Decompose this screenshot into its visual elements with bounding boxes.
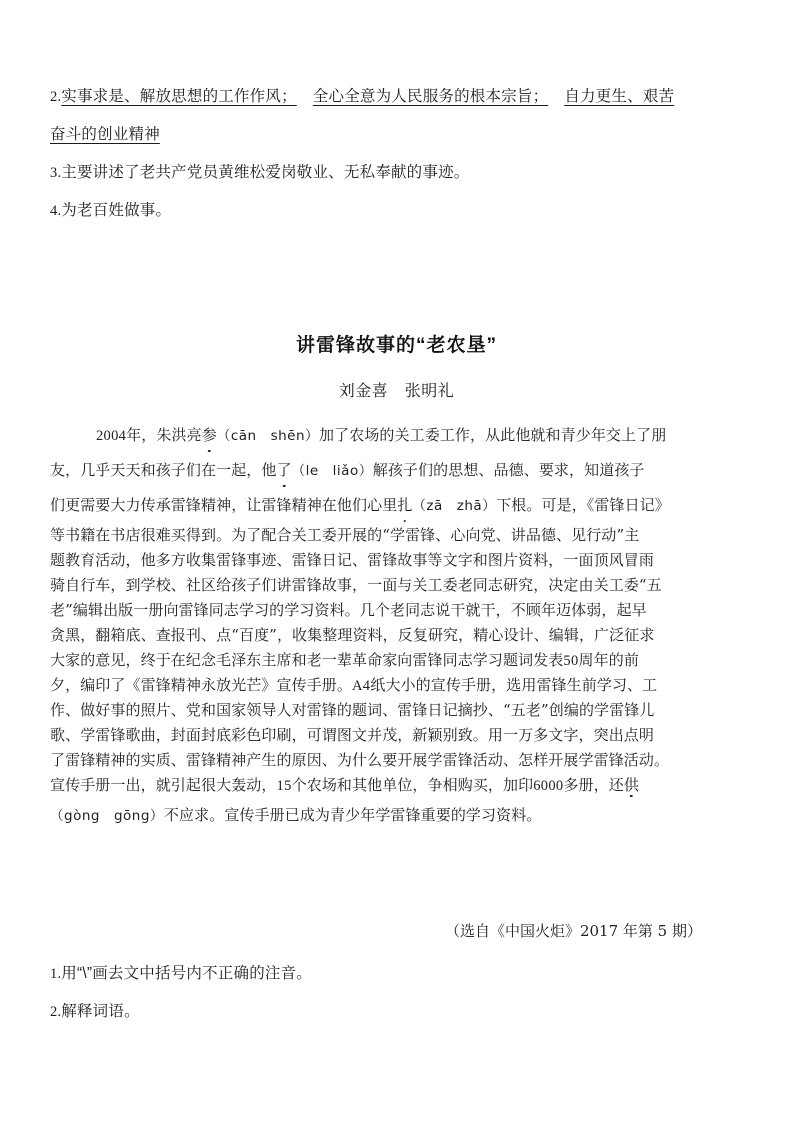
- body-line-10-b: 纸大小的宣传手册，选用雷锋生前学习、工: [370, 676, 658, 694]
- emphasis-dot-le: 了: [277, 453, 292, 488]
- emphasis-dot-gong: 供: [624, 773, 639, 798]
- body-line-8: 贪黑，翻箱底、查报刊、点“百度”，收集整理资料，反复研究，精心设计、编辑，广泛征求: [50, 626, 655, 644]
- answer-item-3-text: 主要讲述了老共产党员黄维松爱岗敬业、无私奉献的事迹。: [61, 164, 470, 181]
- question-item-1: [50, 955, 740, 993]
- question-item-1-number: 1.: [50, 966, 62, 982]
- pinyin-can-shen: （cān shēn）: [216, 428, 320, 444]
- answer-item-4: [50, 192, 740, 230]
- answer-item-2-segment-2: 全心全意为人民服务的根本宗旨；: [312, 88, 549, 105]
- body-line-6: 骑自行车，到学校、社区给孩子们讲雷锋故事，一面与关工委老同志研究，决定由关工委“五: [50, 576, 662, 594]
- article-body: [50, 418, 740, 833]
- body-line-14: [50, 773, 740, 798]
- article-source: （选自《中国火炬》2017 年第 5 期）: [444, 922, 702, 940]
- body-line-14-a: 宣传手册一出，就引起很大轰动，: [50, 776, 277, 794]
- question-item-2: [50, 993, 740, 1031]
- body-paper-size: A4: [352, 678, 371, 694]
- body-year: 2004: [96, 428, 127, 444]
- body-line-1-a: 年，朱洪亮: [126, 426, 202, 444]
- body-line-10: [50, 673, 740, 698]
- body-farm-count: 15: [276, 778, 292, 794]
- answer-item-2-segment-3: 自力更生、艰苦: [564, 88, 675, 105]
- answer-item-2-segment-4: 奋斗的创业精神: [50, 126, 160, 143]
- answers-block: [50, 78, 740, 230]
- question-item-2-number: 2.: [50, 1004, 62, 1020]
- body-line-12: 歌、学雷锋歌曲，封面封底彩色印刷，可谓图文并茂，新颖别致。用一万多文字，突出点明: [50, 726, 655, 744]
- body-line-9-a: 大家的意见，终于在纪念毛泽东主席和老一辈革命家向雷锋同志学习题词发表: [50, 651, 564, 669]
- pinyin-gong-gong: （gòng gōng）: [50, 808, 164, 824]
- body-line-3-a: 们更需要大力传承雷锋精神，让雷锋精神在他们心里: [50, 496, 398, 514]
- body-anniversary-number: 50: [563, 653, 579, 669]
- body-line-3-b: 下根。可是，《雷锋日记》: [496, 496, 670, 514]
- pinyin-za-zha: （zā zhā）: [412, 498, 497, 514]
- body-line-4: 等书籍在书店很难买得到。为了配合关工委开展的“学雷锋、心向党、讲品德、见行动”主: [50, 526, 640, 544]
- body-print-count: 6000: [533, 778, 564, 794]
- body-line-9-b: 周年的前: [578, 651, 639, 669]
- article-title: 讲雷锋故事的“老农垦”: [295, 335, 497, 356]
- emphasis-dot-zha: 扎: [397, 488, 412, 523]
- body-line-2: [50, 453, 740, 488]
- answer-item-3: [50, 154, 740, 192]
- answer-item-2-segment-1: 实事求是、解放思想的工作作风；: [61, 88, 297, 105]
- body-line-9: [50, 648, 740, 673]
- body-line-11: 作、做好事的照片、党和国家领导人对雷锋的题词、雷锋日记摘抄、“五老”创编的学雷锋儿: [50, 701, 655, 719]
- answer-item-2: [50, 78, 740, 116]
- body-line-14-b: 个农场和其他单位，争相购买，加印: [291, 776, 534, 794]
- body-line-15-b: 不应求。宣传手册已成为青少年学雷锋重要的学习资料。: [163, 806, 542, 824]
- article-authors: 刘金喜 张明礼: [338, 383, 455, 400]
- body-line-1: [50, 418, 740, 453]
- emphasis-dot-can: 参: [202, 418, 217, 453]
- answer-item-2-number: 2.: [50, 89, 62, 105]
- answer-item-2-continued: [50, 116, 740, 154]
- body-line-15: [50, 798, 740, 833]
- questions-block: [50, 955, 740, 1031]
- body-line-13: 了雷锋精神的实质、雷锋精神产生的原因、为什么要开展学雷锋活动、怎样开展学雷锋活动。: [50, 751, 670, 769]
- body-line-5: 题教育活动，他多方收集雷锋事迹、雷锋日记、雷锋故事等文字和图片资料，一面顶风冒雨: [50, 551, 655, 569]
- question-item-1-text: 用“\”画去文中括号内不正确的注音。: [61, 965, 313, 982]
- body-line-2-a: 友，几乎天天和孩子们在一起，他: [50, 461, 277, 479]
- body-line-2-b: 解孩子们的思想、品德、要求，知道孩子: [372, 461, 645, 479]
- answer-item-4-number: 4.: [50, 203, 62, 219]
- question-item-2-text: 解释词语。: [61, 1003, 140, 1020]
- body-line-10-a: 夕，编印了《雷锋精神永放光芒》宣传手册。: [50, 676, 353, 694]
- body-line-14-c: 多册，还: [563, 776, 624, 794]
- pinyin-le-liao: （le liǎo）: [291, 463, 373, 479]
- answer-item-4-text: 为老百姓做事。: [61, 202, 172, 219]
- body-line-7: 老”编辑出版一册向雷锋同志学习的学习资料。几个老同志说干就干，不顾年迈体弱，起早: [50, 601, 647, 619]
- answer-item-3-number: 3.: [50, 165, 62, 181]
- body-line-3: [50, 488, 740, 523]
- body-line-1-b: 加了农场的关工委工作，从此他就和青少年交上了朋: [319, 426, 667, 444]
